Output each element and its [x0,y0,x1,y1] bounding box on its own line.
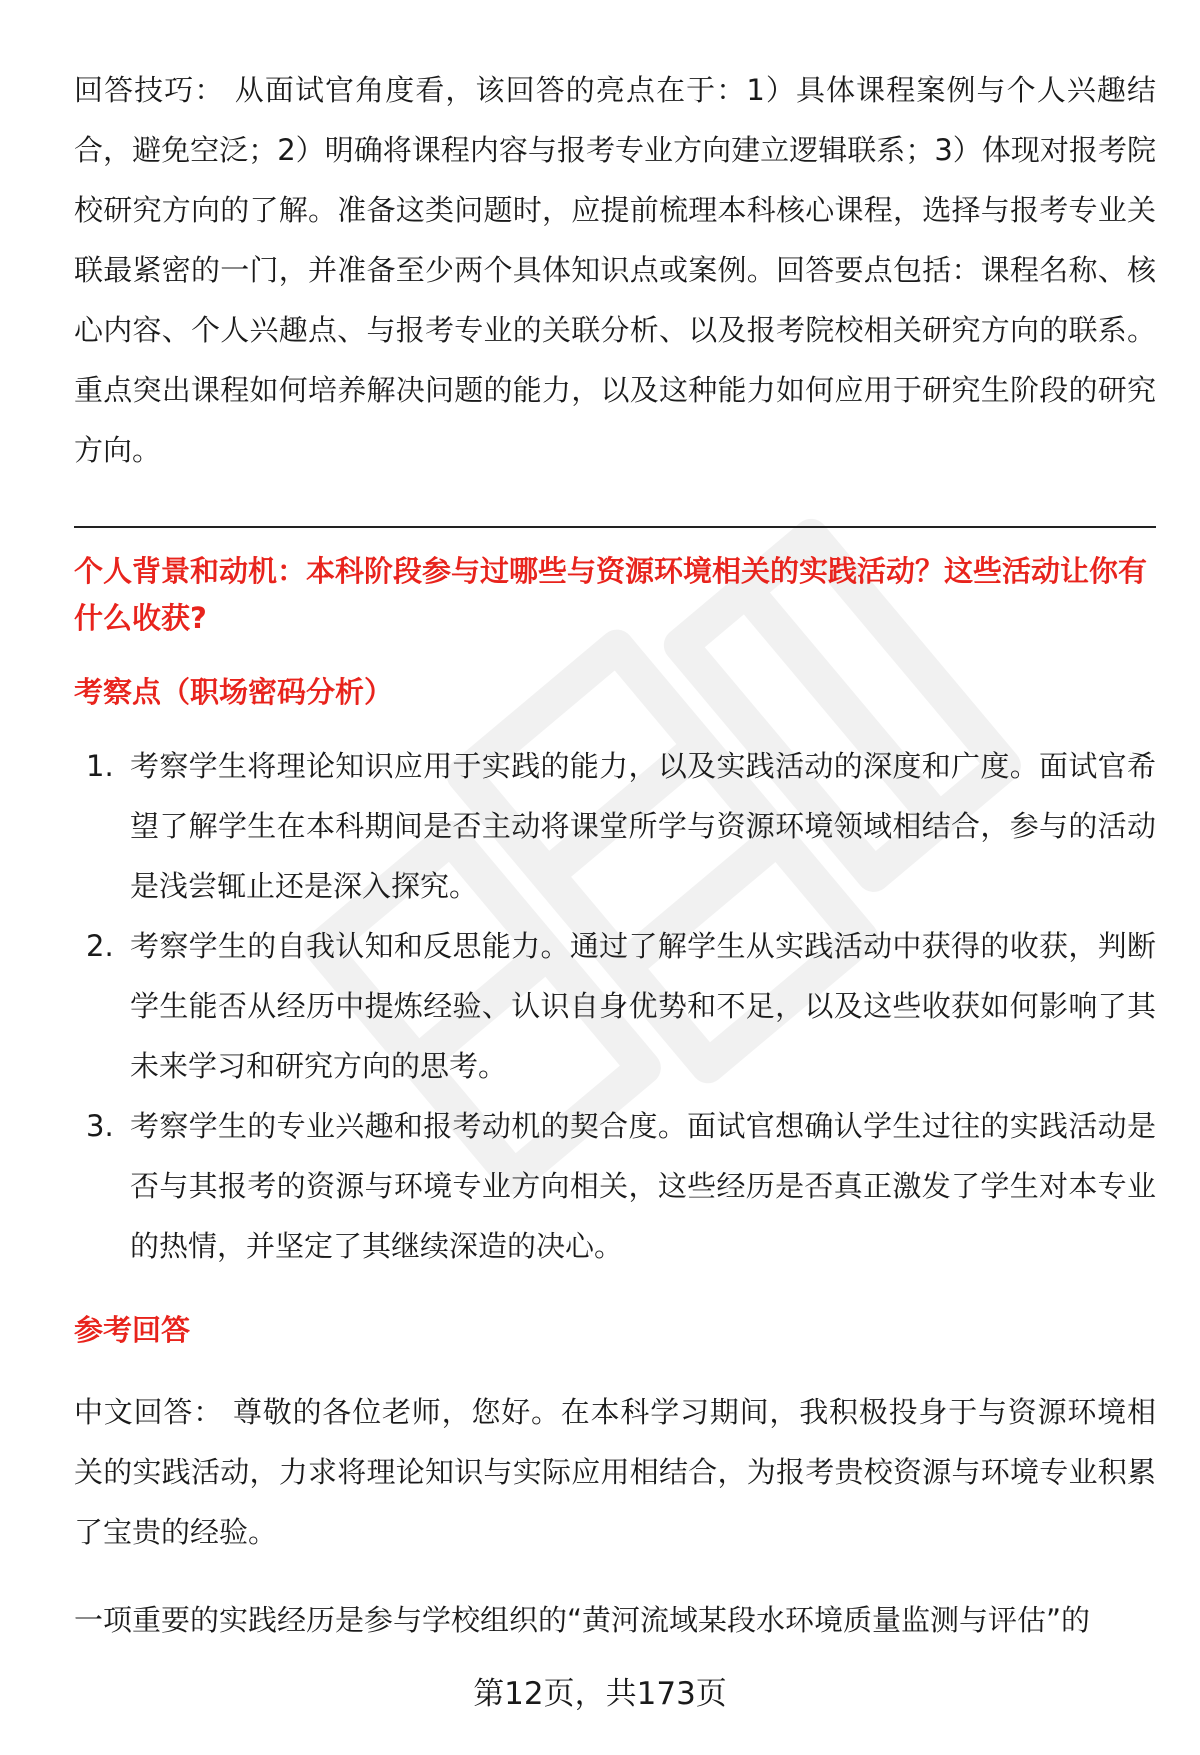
tips-paragraph: 回答技巧： 从面试官角度看，该回答的亮点在于：1）具体课程案例与个人兴趣结合，避免空泛；2）明确将课程内容与报考专业方向建立逻辑联系；3）体现对报考院校研究方向的了解。准备这类问题时，应提前梳理本科核心课程，选择与报考专业关联最紧密的一门，并准备至少两个具体知识点或案例。回答要点包括：课程名称、核心内容、个人兴趣点、与报考专业的关联分析、以及报考院校相关研究方向的联系。重点突出课程如何培养解决问题的能力，以及这种能力如何应用于研究生阶段的研究方向。 [74,73,1156,467]
list-item-number: 1. [86,749,114,783]
answer-paragraph: 中文回答： 尊敬的各位老师，您好。在本科学习期间，我积极投身于与资源环境相关的实践活动，力求将理论知识与实际应用相结合，为报考贵校资源与环境专业积累了宝贵的经验。 [74,1395,1156,1549]
reference-section-title: 参考回答 [74,1313,191,1347]
list-item-number: 2. [86,929,114,963]
list-item-text: 考察学生的自我认知和反思能力。通过了解学生从实践活动中获得的收获，判断学生能否从经历中提炼经验、认识自身优势和不足，以及这些收获如何影响了其未来学习和研究方向的思考。 [130,929,1156,1083]
list-item [74,1096,1156,1276]
list-item-text: 考察学生的专业兴趣和报考动机的契合度。面试官想确认学生过往的实践活动是否与其报考的资源与环境专业方向相关，这些经历是否真正激发了学生对本专业的热情，并坚定了其继续深造的决心。 [130,1109,1156,1263]
examine-points-list [74,736,1156,1276]
section-divider [74,526,1156,528]
list-item-text: 考察学生将理论知识应用于实践的能力，以及实践活动的深度和广度。面试官希望了解学生在本科期间是否主动将课堂所学与资源环境领域相结合，参与的活动是浅尝辄止还是深入探究。 [130,749,1156,903]
answer-paragraph: 一项重要的实践经历是参与学校组织的“黄河流域某段水环境质量监测与评估”的 [74,1603,1091,1637]
document-page [74,60,1156,1650]
list-item [74,736,1156,916]
list-item-number: 3. [86,1109,114,1143]
list-item [74,916,1156,1096]
examine-section-title: 考察点（职场密码分析） [74,675,394,709]
page-number-footer: 第12页，共173页 [473,1676,727,1712]
question-heading: 个人背景和动机：本科阶段参与过哪些与资源环境相关的实践活动？这些活动让你有什么收获? [74,554,1148,635]
